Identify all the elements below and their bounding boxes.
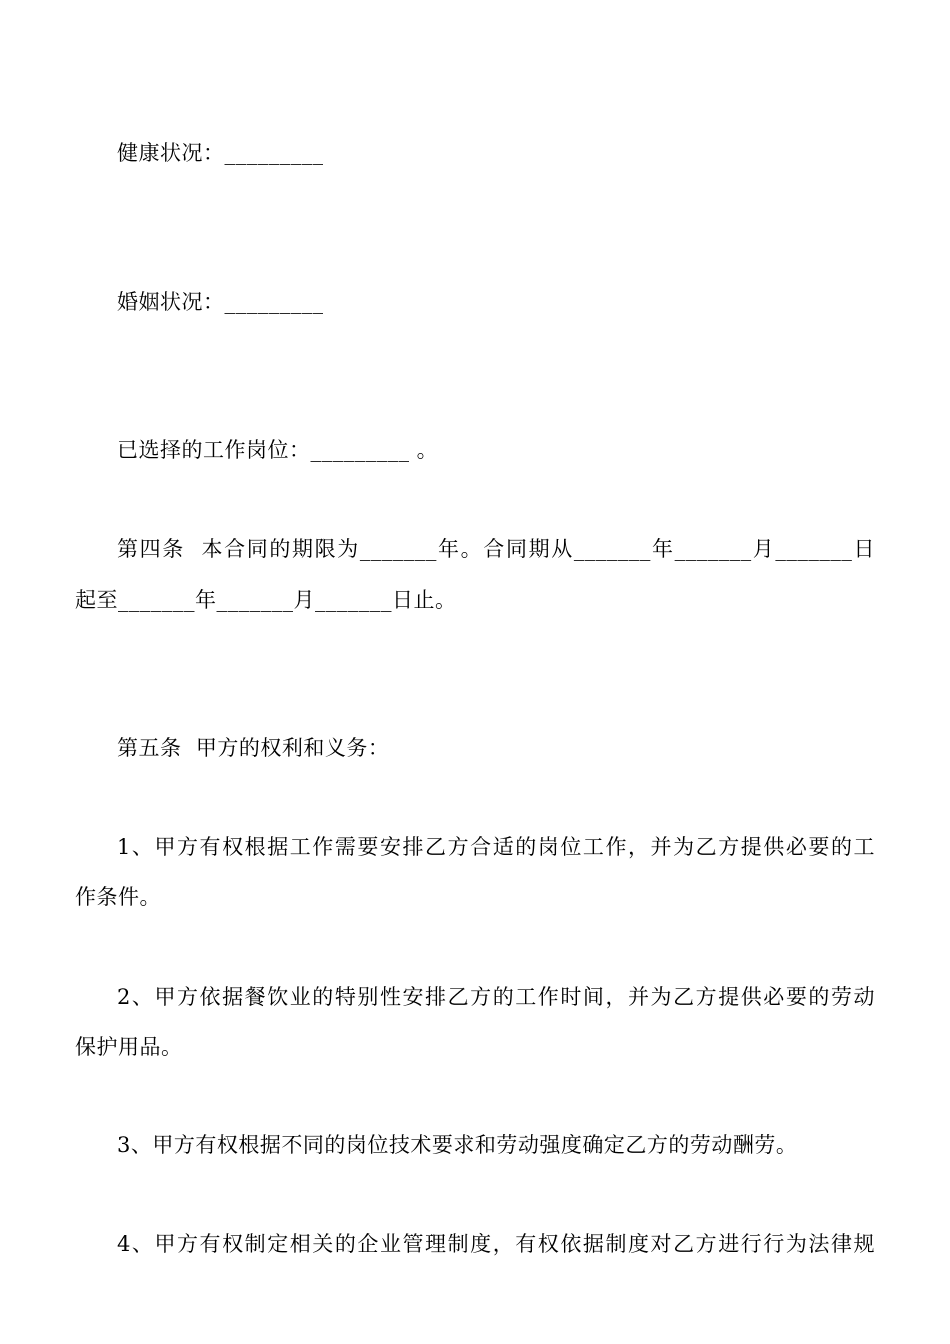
health-status-line: 健康状况：_________ (117, 141, 324, 165)
article-5-item-4-line-1: 4、甲方有权制定相关的企业管理制度，有权依据制度对乙方进行行为法律规 (117, 1232, 875, 1256)
job-position-line: 已选择的工作岗位：_________ 。 (117, 438, 439, 462)
article-5-item-2-line-1: 2、甲方依据餐饮业的特别性安排乙方的工作时间，并为乙方提供必要的劳动 (117, 985, 875, 1009)
article-5-item-1-line-2: 作条件。 (75, 885, 161, 909)
article-5-item-2-line-2: 保护用品。 (75, 1035, 183, 1059)
article-5-item-1-line-1: 1、甲方有权根据工作需要安排乙方合适的岗位工作，并为乙方提供必要的工 (117, 835, 875, 859)
article-4-line-2: 起至_______年_______月_______日止。 (75, 588, 457, 612)
marital-status-line: 婚姻状况：_________ (117, 290, 324, 314)
article-4-line-1: 第四条 本合同的期限为_______年。合同期从_______年_______月_______日 (117, 537, 875, 561)
article-5-item-3: 3、甲方有权根据不同的岗位技术要求和劳动强度确定乙方的劳动酬劳。 (117, 1133, 798, 1157)
article-5-heading: 第五条 甲方的权利和义务： (117, 736, 390, 760)
